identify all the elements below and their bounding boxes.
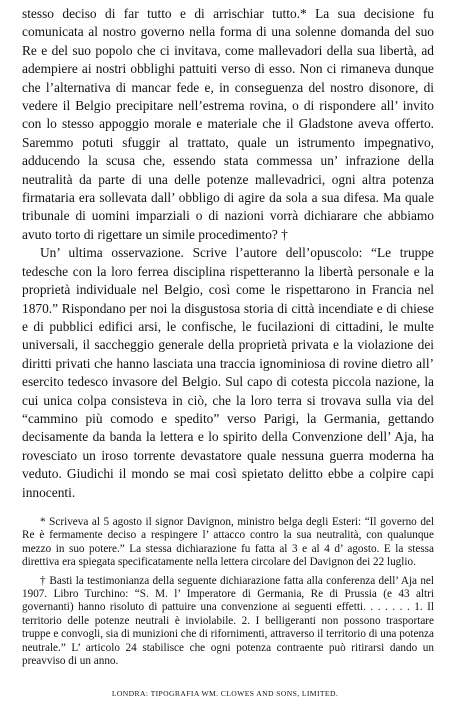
main-text — [22, 5, 434, 502]
footnote-star: * Scriveva al 5 agosto il signor Davignon, ministro belga degli Esteri: “Il governo del Re è fermamente deciso a respingere l’ attacco contro la sua neutralità, con qualunque mezzo in suo potere.” La stessa dichiarazione fu fatta al 3 e al 4 d’ agosto. E la stessa direttiva era spiegata specificatamente nella lettera circolare del Davignon dei 22 luglio. — [22, 515, 434, 569]
footnote-dagger: † Basti la testimonianza della seguente dichiarazione fatta alla conferenza dell’ Aja nel 1907. Libro Turchino: “S. M. l’ Imperatore di Germania, Re di Prussia (e 43 altri governanti) hanno risoluto di pattuire una convenzione ai seguenti effetti. . . . . . . 1. Il territorio delle potenze neutrali è inviolabile. 2. I belligeranti non possono trasportare truppe e convogli, sia di munizioni che di rifornimenti, attraverso il territorio di una potenza neutrale.” L’ articolo 24 stabilisce che ogni potenza contraente può ritirarsi dando un preavviso di un anno. — [22, 574, 434, 668]
paragraph-1: stesso deciso di far tutto e di arrischiar tutto.* La sua decisione fu comunicata al nostro governo nella forma di una solenne domanda del suo Re e del suo popolo che ci invitava, come mallevadori della sua libertà, ad adempiere ai nostri obblighi pattuiti verso di esso. Non ci rimaneva dunque che l’alternativa di mancar fede e, in conseguenza del nostro disonore, di vedere il Belgio precipitare nell’estrema rovina, o di rispondere all’ invito con lo stesso appoggio morale e materiale che il Gladstone aveva offerto. Saremmo potuti sfuggir al trattato, quale un istrumento impegnativo, adducendo la scusa che, essendo stata commessa un’ infrazione della neutralità da parte di una delle potenze mallevadrici, ogni altra potenza firmataria era sollevata dall’ obbligo di agire da sola a sua difesa. Ma quale tribunale di uomini imparziali o di nazioni vorrà dichiarare che abbiamo avuto torto di rigettare un simile procedimento? † — [22, 6, 434, 242]
footnotes — [22, 516, 434, 668]
printer-imprint: LONDRA: TIPOGRAFIA WM. CLOWES AND SONS, LIMITED. — [111, 689, 339, 698]
paragraph-2: Un’ ultima osservazione. Scrive l’autore dell’opuscolo: “Le truppe tedesche con la loro ferrea disciplina rispetteranno la libertà personale e la proprietà individuale nel Belgio, così come le rispettarono in Francia nel 1870.” Rispondano per noi la disgustosa storia di città incendiate e di chiese e di pubblici edifici arsi, le confische, le fucilazioni di cittadini, le multe universali, il saccheggio generale della proprietà privata e la violazione dei diritti privati che hanno lasciata una traccia ignominiosa di rovine dietro all’ esercito tedesco invasore del Belgio. Sul capo di cotesta piccola nazione, la cui unica colpa consisteva in ciò, che la loro terra si trovava sulla via del “cammino più comodo e spedito” verso Parigi, la Germania, gettando decisamente da banda la lettera e lo spirito della Convenzione dell’ Aja, ha rovesciato un iroso torrente devastatore quale nessuna guerra moderna ha veduto. Giudichi il mondo se mai così spietato delitto ebbe a colpire capi innocenti. — [22, 245, 434, 500]
page — [22, 5, 434, 668]
